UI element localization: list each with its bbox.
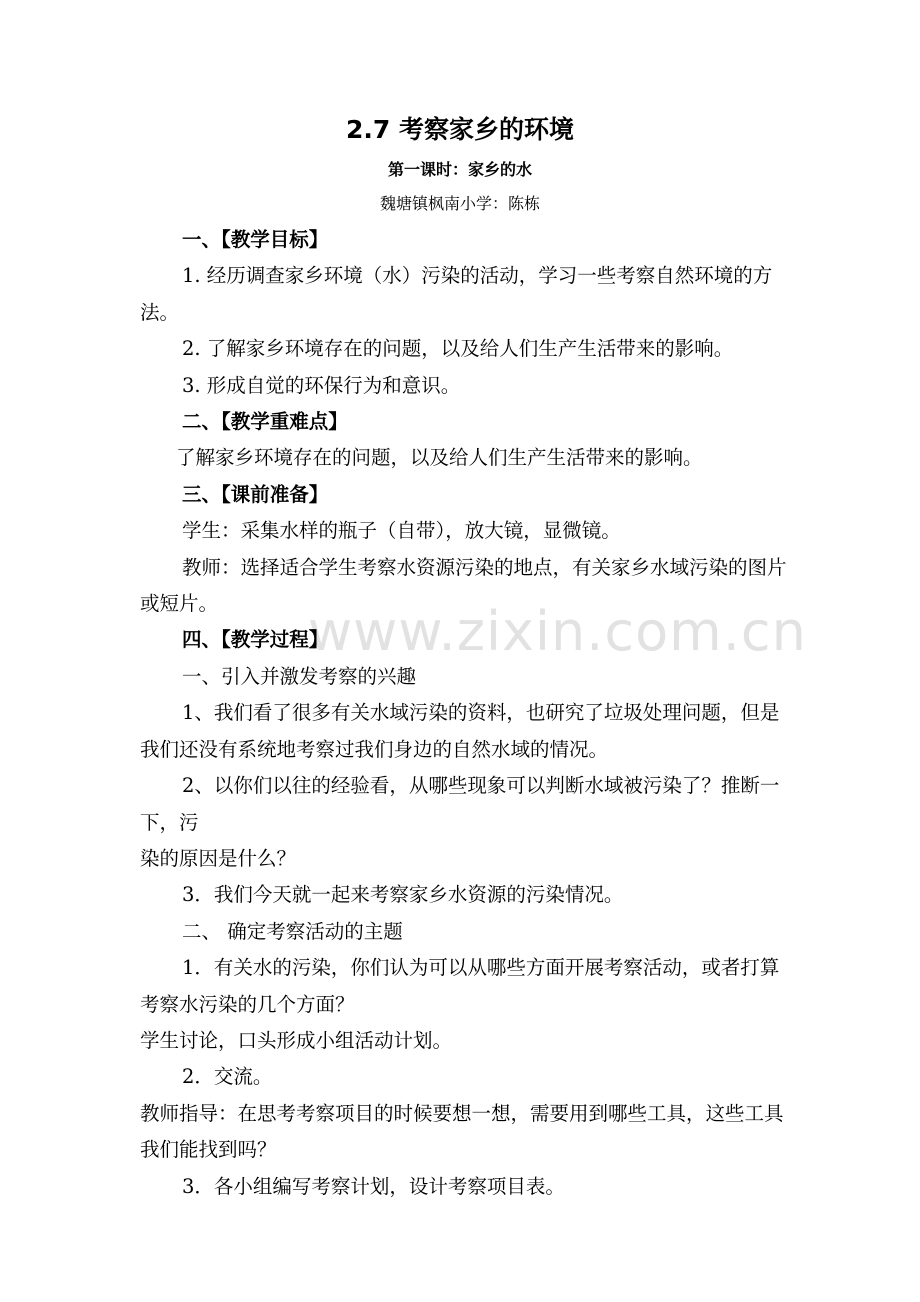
section-heading-goals: 一、【教学目标】 (182, 228, 329, 251)
step-paragraph: 染的原因是什么？ (140, 846, 297, 870)
step-paragraph: 2、以你们以往的经验看，从哪些现象可以判断水域被污染了？推断一下，污 (140, 774, 780, 834)
prep-teacher: 教师：选择适合学生考察水资源污染的地点，有关家乡水域污染的图片或短片。 (140, 555, 787, 616)
prep-students: 学生：采集水样的瓶子（自带），放大镜，显微镜。 (182, 519, 621, 543)
step-paragraph: 1、我们看了很多有关水域污染的资料，也研究了垃圾处理问题，但是我们还没有系统地考察过我们身边的自然水域的情况。 (140, 701, 780, 761)
step-paragraph: 3．我们今天就一起来考察家乡水资源的污染情况。 (182, 883, 624, 907)
step-paragraph: 1．有关水的污染，你们认为可以从哪些方面开展考察活动，或者打算考察水污染的几个方面？ (140, 956, 780, 1016)
section-heading-process: 四、【教学过程】 (182, 628, 329, 652)
step-paragraph: 学生讨论，口头形成小组活动计划。 (140, 1028, 453, 1052)
step-paragraph: 教师指导：在思考考察项目的时候要想一想，需要用到哪些工具，这些工具我们能找到吗？ (140, 1101, 784, 1162)
document-title: 2.7 考察家乡的环境 (346, 115, 574, 144)
step-paragraph: 2．交流。 (182, 1065, 273, 1089)
goal-item: 2. 了解家乡环境存在的问题，以及给人们生产生活带来的影响。 (182, 337, 734, 361)
lesson-subtitle: 第一课时：家乡的水 (387, 160, 532, 179)
document-body (140, 222, 788, 1205)
key-points-text: 了解家乡环境存在的问题，以及给人们生产生活带来的影响。 (176, 446, 703, 470)
goal-item: 3. 形成自觉的环保行为和意识。 (182, 373, 461, 397)
step-paragraph: 3．各小组编写考察计划，设计考察项目表。 (182, 1174, 565, 1198)
section-heading-preparation: 三、【课前准备】 (182, 482, 329, 506)
step-title: 一、引入并激发考察的兴趣 (182, 664, 417, 688)
section-heading-key-points: 二、【教学重难点】 (182, 410, 348, 434)
watermark: www.zixin.com.cn (308, 600, 807, 663)
step-title: 二、 确定考察活动的主题 (182, 919, 403, 943)
author-line: 魏塘镇枫南小学：陈栋 (379, 194, 540, 213)
goal-item: 1. 经历调查家乡环境（水）污染的活动，学习一些考察自然环境的方法。 (140, 264, 773, 324)
